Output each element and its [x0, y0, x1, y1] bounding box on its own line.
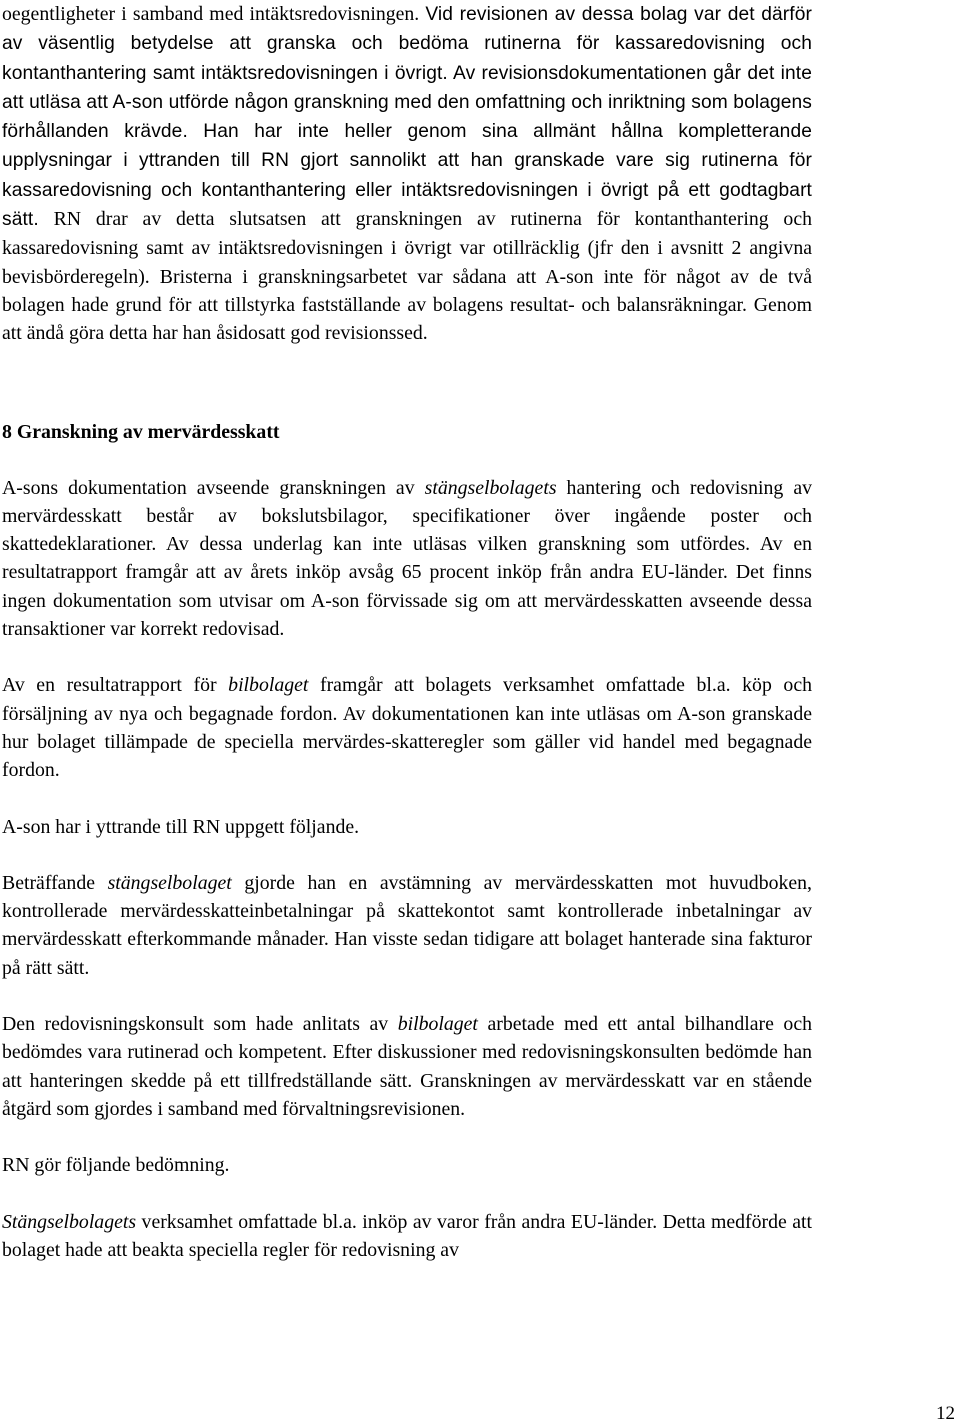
paragraph-4-text-b: gjorde han en avstämning av mervärdesskatten mot huvudboken, kontrollerade mervärdesskatteinbetalningar på skattekontot samt kontrollerade inbetalningar av mervärdesskatt efterkommande månader. Han visste sedan tidigare att bolaget hanterade sina fakturor på rätt sätt. — [2, 871, 812, 979]
paragraph-5 — [2, 1010, 812, 1123]
paragraph-4-text-a: Beträffande — [2, 871, 108, 894]
paragraph-1 — [2, 474, 812, 644]
paragraph-2-text-a: Av en resultatrapport för — [2, 674, 229, 697]
paragraph-2-emphasis: bilbolaget — [228, 674, 309, 697]
intro-conclusion-text: RN drar av detta slutsatsen att granskningen av rutinerna för kontanthantering och kassaredovisning samt av intäktsredovisningen i övrigt var otillräcklig (jfr den i avsnitt 2 angivna bevisbörderegeln). Bristerna i granskningsarbetet var sådana att A-son inte för något av de två bolagen hade grund för att tillstyrka fastställande av bolagens resultat- och balansräkningar. Genom att ändå göra detta har han åsidosatt god revisionssed. — [2, 208, 812, 345]
intro-lead-text: oegentligheter i samband med intäktsredovisningen. — [2, 3, 420, 25]
paragraph-1-emphasis: stängselbolagets — [424, 476, 557, 499]
intro-sans-text: Vid revisionen av dessa bolag var det därför av väsentlig betydelse att granska och bedöma rutinerna för kassaredovisning och kontanthantering samt intäktsredovisningen i övrigt. Av revisionsdokumentationen går det inte att utläsa att A-son utförde någon granskning med den omfattning och inriktning som bolagens förhållanden krävde. Han har inte heller genom sina allmänt hållna kompletterande upplysningar i yttranden till RN gjort sannolikt att han granskade vare sig rutinerna för kassaredovisning och kontanthantering eller intäktsredovisningen i övrigt på ett godtagbart sätt. — [2, 4, 812, 231]
paragraph-7 — [2, 1208, 812, 1265]
page-number: 12 — [936, 1403, 955, 1424]
paragraph-7-text-b: verksamhet omfattade bl.a. inköp av varor från andra EU-länder. Detta medförde att bolaget hade att beakta speciella regler för redovisning av — [2, 1210, 812, 1261]
paragraph-7-emphasis: Stängselbolagets — [2, 1210, 137, 1233]
paragraph-4 — [2, 869, 812, 982]
paragraph-5-emphasis: bilbolaget — [397, 1013, 478, 1036]
intro-paragraph — [2, 0, 812, 348]
page-body — [2, 0, 812, 1264]
paragraph-4-emphasis: stängselbolaget — [107, 871, 232, 894]
paragraph-5-text-a: Den redovisningskonsult som hade anlitats av — [2, 1013, 398, 1036]
paragraph-1-text-b: hantering och redovisning av mervärdesskatt består av bokslutsbilagor, specifikationer över ingående poster och skattedeklarationer. Av dessa underlag kan inte utläsas vilken granskning som utfördes. Av en resultatrapport framgår att av årets inköp avsåg 65 procent inköp från andra EU-länder. Det finns ingen dokumentation som utvisar om A-son förvissade sig om att mervärdesskatten avseende dessa transaktioner var korrekt redovisad. — [2, 476, 812, 641]
paragraph-5-text-b: arbetade med ett antal bilhandlare och bedömdes vara rutinerad och kompetent. Efter diskussioner med redovisningskonsulten bedömde han att hanteringen skedde på ett tillfredställande sätt. Granskningen av mervärdesskatt var en stående åtgärd som gjordes i samband med förvaltningsrevisionen. — [2, 1013, 812, 1120]
paragraph-3: A-son har i yttrande till RN uppgett följande. — [2, 815, 360, 838]
paragraph-1-text-a: A-sons dokumentation avseende granskningen av — [2, 476, 425, 499]
section-heading: 8 Granskning av mervärdesskatt — [2, 420, 280, 443]
paragraph-2 — [2, 671, 812, 784]
paragraph-6: RN gör följande bedömning. — [2, 1154, 230, 1177]
paragraph-2-text-b: framgår att bolagets verksamhet omfattade bl.a. köp och försäljning av nya och begagnade fordon. Av dokumentationen kan inte utläsas om A-son granskade hur bolaget tillämpade de speciella mervärdes-skatteregler som gäller vid handel med begagnade fordon. — [2, 674, 812, 782]
